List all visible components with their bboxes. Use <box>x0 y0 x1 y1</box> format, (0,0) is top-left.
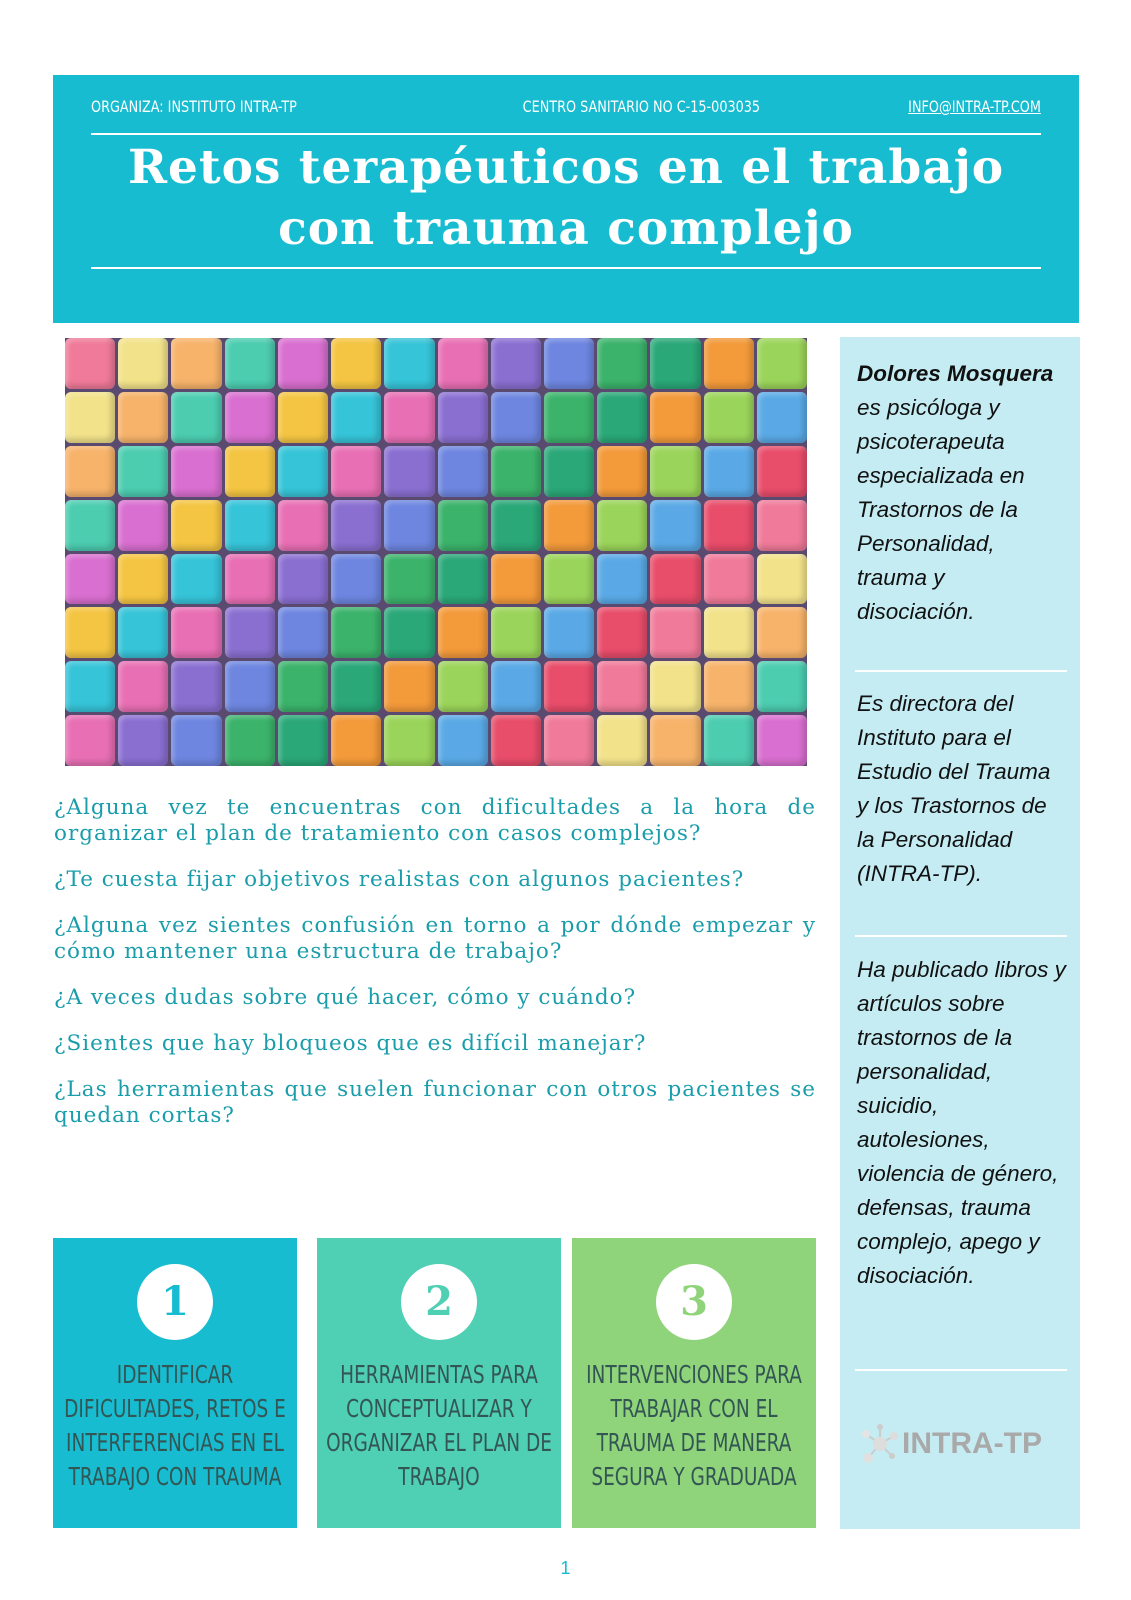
header-banner <box>53 75 1079 323</box>
puzzle-block <box>225 607 275 658</box>
puzzle-block <box>384 446 434 497</box>
step-text: HERRAMIENTAS PARA CONCEPTUALIZAR Y ORGANIZAR EL PLAN DE TRABAJO <box>326 1360 552 1491</box>
puzzle-block <box>384 554 434 605</box>
puzzle-block <box>650 661 700 712</box>
bio-3: Ha publicado libros y artículos sobre trastornos de la personalidad, suicidio, autolesiones, violencia de género, defensas, trauma complejo, apego y disociación. <box>857 957 1066 1288</box>
puzzle-block <box>65 446 115 497</box>
puzzle-block <box>331 392 381 443</box>
puzzle-block <box>544 392 594 443</box>
puzzle-block <box>171 607 221 658</box>
puzzle-block <box>331 715 381 766</box>
puzzle-block <box>438 715 488 766</box>
puzzle-block <box>171 661 221 712</box>
puzzle-block <box>118 715 168 766</box>
puzzle-block <box>438 338 488 389</box>
puzzle-block <box>597 715 647 766</box>
puzzle-block <box>597 338 647 389</box>
puzzle-block <box>171 446 221 497</box>
puzzle-block <box>650 446 700 497</box>
puzzle-block <box>650 500 700 551</box>
puzzle-block <box>757 661 807 712</box>
puzzle-block <box>438 392 488 443</box>
center-label: CENTRO SANITARIO NO C-15-003035 <box>523 97 761 116</box>
puzzle-block <box>491 554 541 605</box>
puzzle-block <box>491 661 541 712</box>
question: ¿Alguna vez te encuentras con dificultades a la hora de organizar el plan de tratamiento con casos complejos? <box>54 795 816 846</box>
author-sidebar <box>840 337 1080 1529</box>
question: ¿Sientes que hay bloqueos que es difícil manejar? <box>54 1031 647 1056</box>
puzzle-block <box>650 607 700 658</box>
puzzle-block <box>544 338 594 389</box>
puzzle-block <box>438 607 488 658</box>
puzzle-block <box>757 446 807 497</box>
puzzle-block <box>384 392 434 443</box>
logo-text: INTRA-TP <box>902 1427 1042 1460</box>
puzzle-block <box>65 554 115 605</box>
puzzle-block <box>384 607 434 658</box>
puzzle-block <box>171 554 221 605</box>
puzzle-block <box>278 338 328 389</box>
puzzle-block <box>757 715 807 766</box>
puzzle-block <box>650 392 700 443</box>
puzzle-block <box>597 607 647 658</box>
title-line-1: Retos terapéuticos en el trabajo <box>127 140 1005 195</box>
puzzle-block <box>278 715 328 766</box>
puzzle-block <box>384 661 434 712</box>
puzzle-block <box>65 392 115 443</box>
puzzle-block <box>757 338 807 389</box>
puzzle-block <box>171 715 221 766</box>
puzzle-block <box>704 715 754 766</box>
step-text: IDENTIFICAR DIFICULTADES, RETOS E INTERFERENCIAS EN EL TRABAJO CON TRAUMA <box>64 1360 286 1491</box>
puzzle-block <box>704 446 754 497</box>
puzzle-block <box>704 661 754 712</box>
puzzle-block <box>331 500 381 551</box>
puzzle-block <box>225 446 275 497</box>
bio-1 <box>857 357 1067 629</box>
puzzle-block <box>118 446 168 497</box>
puzzle-block <box>704 607 754 658</box>
divider <box>855 935 1067 937</box>
puzzle-block <box>65 500 115 551</box>
puzzle-block <box>225 500 275 551</box>
title-line-2: con trauma complejo <box>278 201 854 256</box>
puzzle-block <box>597 500 647 551</box>
intra-tp-logo <box>858 1422 1042 1466</box>
step-number: 1 <box>137 1264 213 1340</box>
puzzle-block <box>544 661 594 712</box>
puzzle-block <box>278 392 328 443</box>
puzzle-block <box>491 500 541 551</box>
puzzle-block <box>171 392 221 443</box>
puzzle-block <box>438 554 488 605</box>
puzzle-block <box>704 392 754 443</box>
puzzle-block <box>65 715 115 766</box>
puzzle-block <box>331 661 381 712</box>
step-card-1 <box>53 1238 297 1528</box>
puzzle-block <box>384 500 434 551</box>
puzzle-block <box>650 338 700 389</box>
puzzle-block <box>757 607 807 658</box>
puzzle-block <box>278 554 328 605</box>
puzzle-block <box>597 661 647 712</box>
puzzle-block <box>704 554 754 605</box>
bio-2: Es directora del Instituto para el Estudio del Trauma y los Trastornos de la Personalidad (INTRA-TP). <box>857 691 1051 886</box>
question: ¿A veces dudas sobre qué hacer, cómo y cuándo? <box>54 985 637 1010</box>
puzzle-block <box>171 500 221 551</box>
page-number: 1 <box>560 1558 571 1578</box>
divider <box>855 1369 1067 1371</box>
author-name: Dolores Mosquera <box>857 361 1054 386</box>
puzzle-block <box>278 446 328 497</box>
puzzle-block <box>118 500 168 551</box>
puzzle-block <box>65 661 115 712</box>
email-link[interactable]: INFO@INTRA-TP.COM <box>908 97 1041 116</box>
puzzle-block <box>118 661 168 712</box>
organizer-label: ORGANIZA: INSTITUTO INTRA-TP <box>91 97 297 116</box>
molecule-icon <box>858 1422 902 1466</box>
puzzle-block <box>544 715 594 766</box>
puzzle-block <box>544 554 594 605</box>
puzzle-block <box>704 500 754 551</box>
step-card-3 <box>572 1238 816 1528</box>
step-number: 3 <box>656 1264 732 1340</box>
step-text: INTERVENCIONES PARA TRABAJAR CON EL TRAUMA DE MANERA SEGURA Y GRADUADA <box>586 1360 802 1491</box>
puzzle-block <box>118 392 168 443</box>
puzzle-block <box>597 446 647 497</box>
puzzle-block <box>491 338 541 389</box>
puzzle-block <box>331 446 381 497</box>
puzzle-block <box>278 607 328 658</box>
step-number: 2 <box>401 1264 477 1340</box>
puzzle-block <box>225 661 275 712</box>
puzzle-block <box>225 715 275 766</box>
puzzle-block <box>491 607 541 658</box>
puzzle-block <box>438 446 488 497</box>
puzzle-block <box>384 715 434 766</box>
step-card-2 <box>317 1238 561 1528</box>
puzzle-block <box>704 338 754 389</box>
puzzle-block <box>438 500 488 551</box>
puzzle-block <box>544 607 594 658</box>
puzzle-block <box>331 554 381 605</box>
bio-1-text: es psicóloga y psicoterapeuta especializada en Trastornos de la Personalidad, trauma y disociación. <box>857 395 1025 624</box>
divider <box>91 133 1041 135</box>
puzzle-block <box>544 446 594 497</box>
puzzle-block <box>65 338 115 389</box>
puzzle-block <box>491 715 541 766</box>
questions-list <box>54 795 816 1149</box>
puzzle-block <box>384 338 434 389</box>
page-title <box>53 137 1079 259</box>
puzzle-block <box>331 338 381 389</box>
puzzle-block <box>438 661 488 712</box>
divider <box>91 267 1041 269</box>
puzzle-block <box>278 500 328 551</box>
puzzle-block <box>225 392 275 443</box>
puzzle-block <box>650 715 700 766</box>
puzzle-block <box>65 607 115 658</box>
puzzle-block <box>597 392 647 443</box>
puzzle-block <box>171 338 221 389</box>
puzzle-block <box>491 392 541 443</box>
puzzle-block <box>331 607 381 658</box>
puzzle-block <box>597 554 647 605</box>
question: ¿Alguna vez sientes confusión en torno a por dónde empezar y cómo mantener una estructura de trabajo? <box>54 913 816 964</box>
puzzle-block <box>650 554 700 605</box>
puzzle-block <box>544 500 594 551</box>
puzzle-block <box>118 338 168 389</box>
puzzle-block <box>757 392 807 443</box>
puzzle-block <box>118 554 168 605</box>
puzzle-block <box>278 661 328 712</box>
puzzle-block <box>225 338 275 389</box>
divider <box>855 670 1067 672</box>
question: ¿Las herramientas que suelen funcionar con otros pacientes se quedan cortas? <box>54 1077 816 1128</box>
puzzle-block <box>491 446 541 497</box>
puzzle-block <box>118 607 168 658</box>
puzzle-block <box>225 554 275 605</box>
question: ¿Te cuesta fijar objetivos realistas con algunos pacientes? <box>54 867 745 892</box>
puzzle-image <box>65 338 807 766</box>
puzzle-block <box>757 554 807 605</box>
puzzle-block <box>757 500 807 551</box>
